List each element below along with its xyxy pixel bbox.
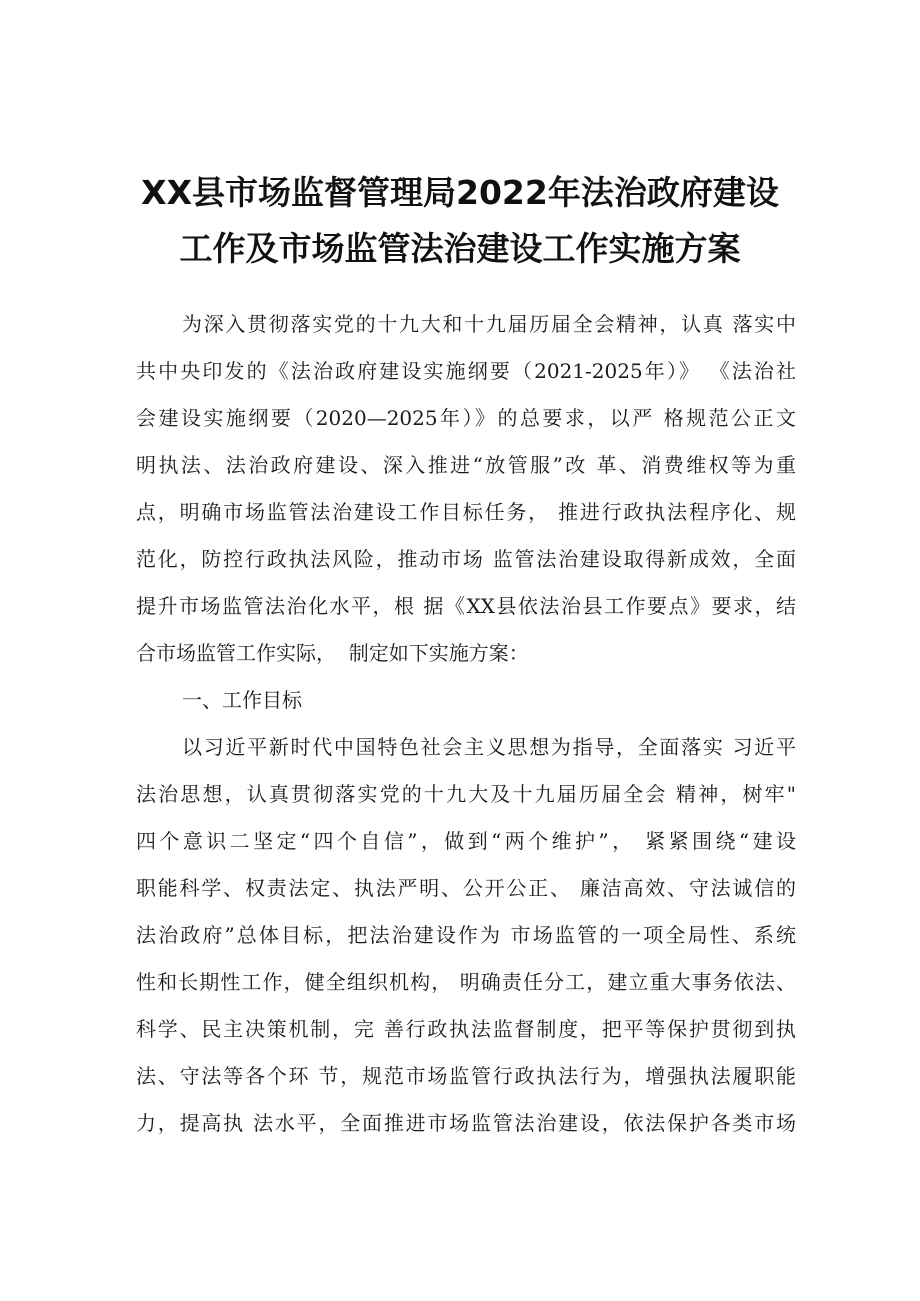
paragraph-line: 以习近平新时代中国特色社会主义思想为指导，全面落实 习近平 bbox=[182, 735, 796, 759]
document-title-line-2: 工作及市场监管法治建设工作实施方案 bbox=[179, 229, 741, 268]
paragraph-line: 提升市场监管法治化水平，根 据《XX县依法治县工作要点》要求，结 bbox=[136, 594, 796, 618]
document-title-line-1: XX县市场监督管理局2022年法治政府建设 bbox=[141, 173, 779, 212]
paragraph-line: 职能科学、权责法定、执法严明、公开公正、 廉洁高效、守法诚信的 bbox=[136, 876, 796, 900]
paragraph-line: 范化，防控行政执法风险，推动市场 监管法治建设取得新成效，全面 bbox=[136, 547, 796, 571]
paragraph-line: 明执法、法治政府建设、深入推进“放管服”改 革、消费维权等为重 bbox=[136, 453, 796, 477]
paragraph-line: 科学、民主决策机制，完 善行政执法监督制度，把平等保护贯彻到执 bbox=[136, 1017, 796, 1041]
paragraph-line: 会建设实施纲要（2020—2025年）》的总要求，以严 格规范公正文 bbox=[136, 406, 796, 430]
paragraph-line: 为深入贯彻落实党的十九大和十九届历届全会精神，认真 落实中 bbox=[182, 312, 796, 336]
paragraph-line: 力，提高执 法水平，全面推进市场监管法治建设，依法保护各类市场 bbox=[136, 1111, 796, 1135]
paragraph-line: 法治政府”总体目标，把法治建设作为 市场监管的一项全局性、系统 bbox=[136, 923, 796, 947]
paragraph-line: 性和长期性工作，健全组织机构， 明确责任分工，建立重大事务依法、 bbox=[136, 970, 796, 994]
paragraph-line: 点，明确市场监管法治建设工作目标任务， 推进行政执法程序化、规 bbox=[136, 500, 796, 524]
paragraph-line: 法治思想，认真贯彻落实党的十九大及十九届历届全会 精神，树牢" bbox=[136, 782, 796, 806]
paragraph-line: 法、守法等各个环 节，规范市场监管行政执法行为，增强执法履职能 bbox=[136, 1064, 796, 1088]
section-heading-work-goals: 一、工作目标 bbox=[182, 688, 302, 712]
paragraph-line: 合市场监管工作实际， 制定如下实施方案： bbox=[136, 641, 529, 665]
paragraph-line: 共中央印发的《法治政府建设实施纲要（2021-2025年）》 《法治社 bbox=[136, 359, 796, 383]
paragraph-line: 四个意识二坚定“四个自信”，做到“两个维护”， 紧紧围绕“建设 bbox=[136, 829, 796, 853]
